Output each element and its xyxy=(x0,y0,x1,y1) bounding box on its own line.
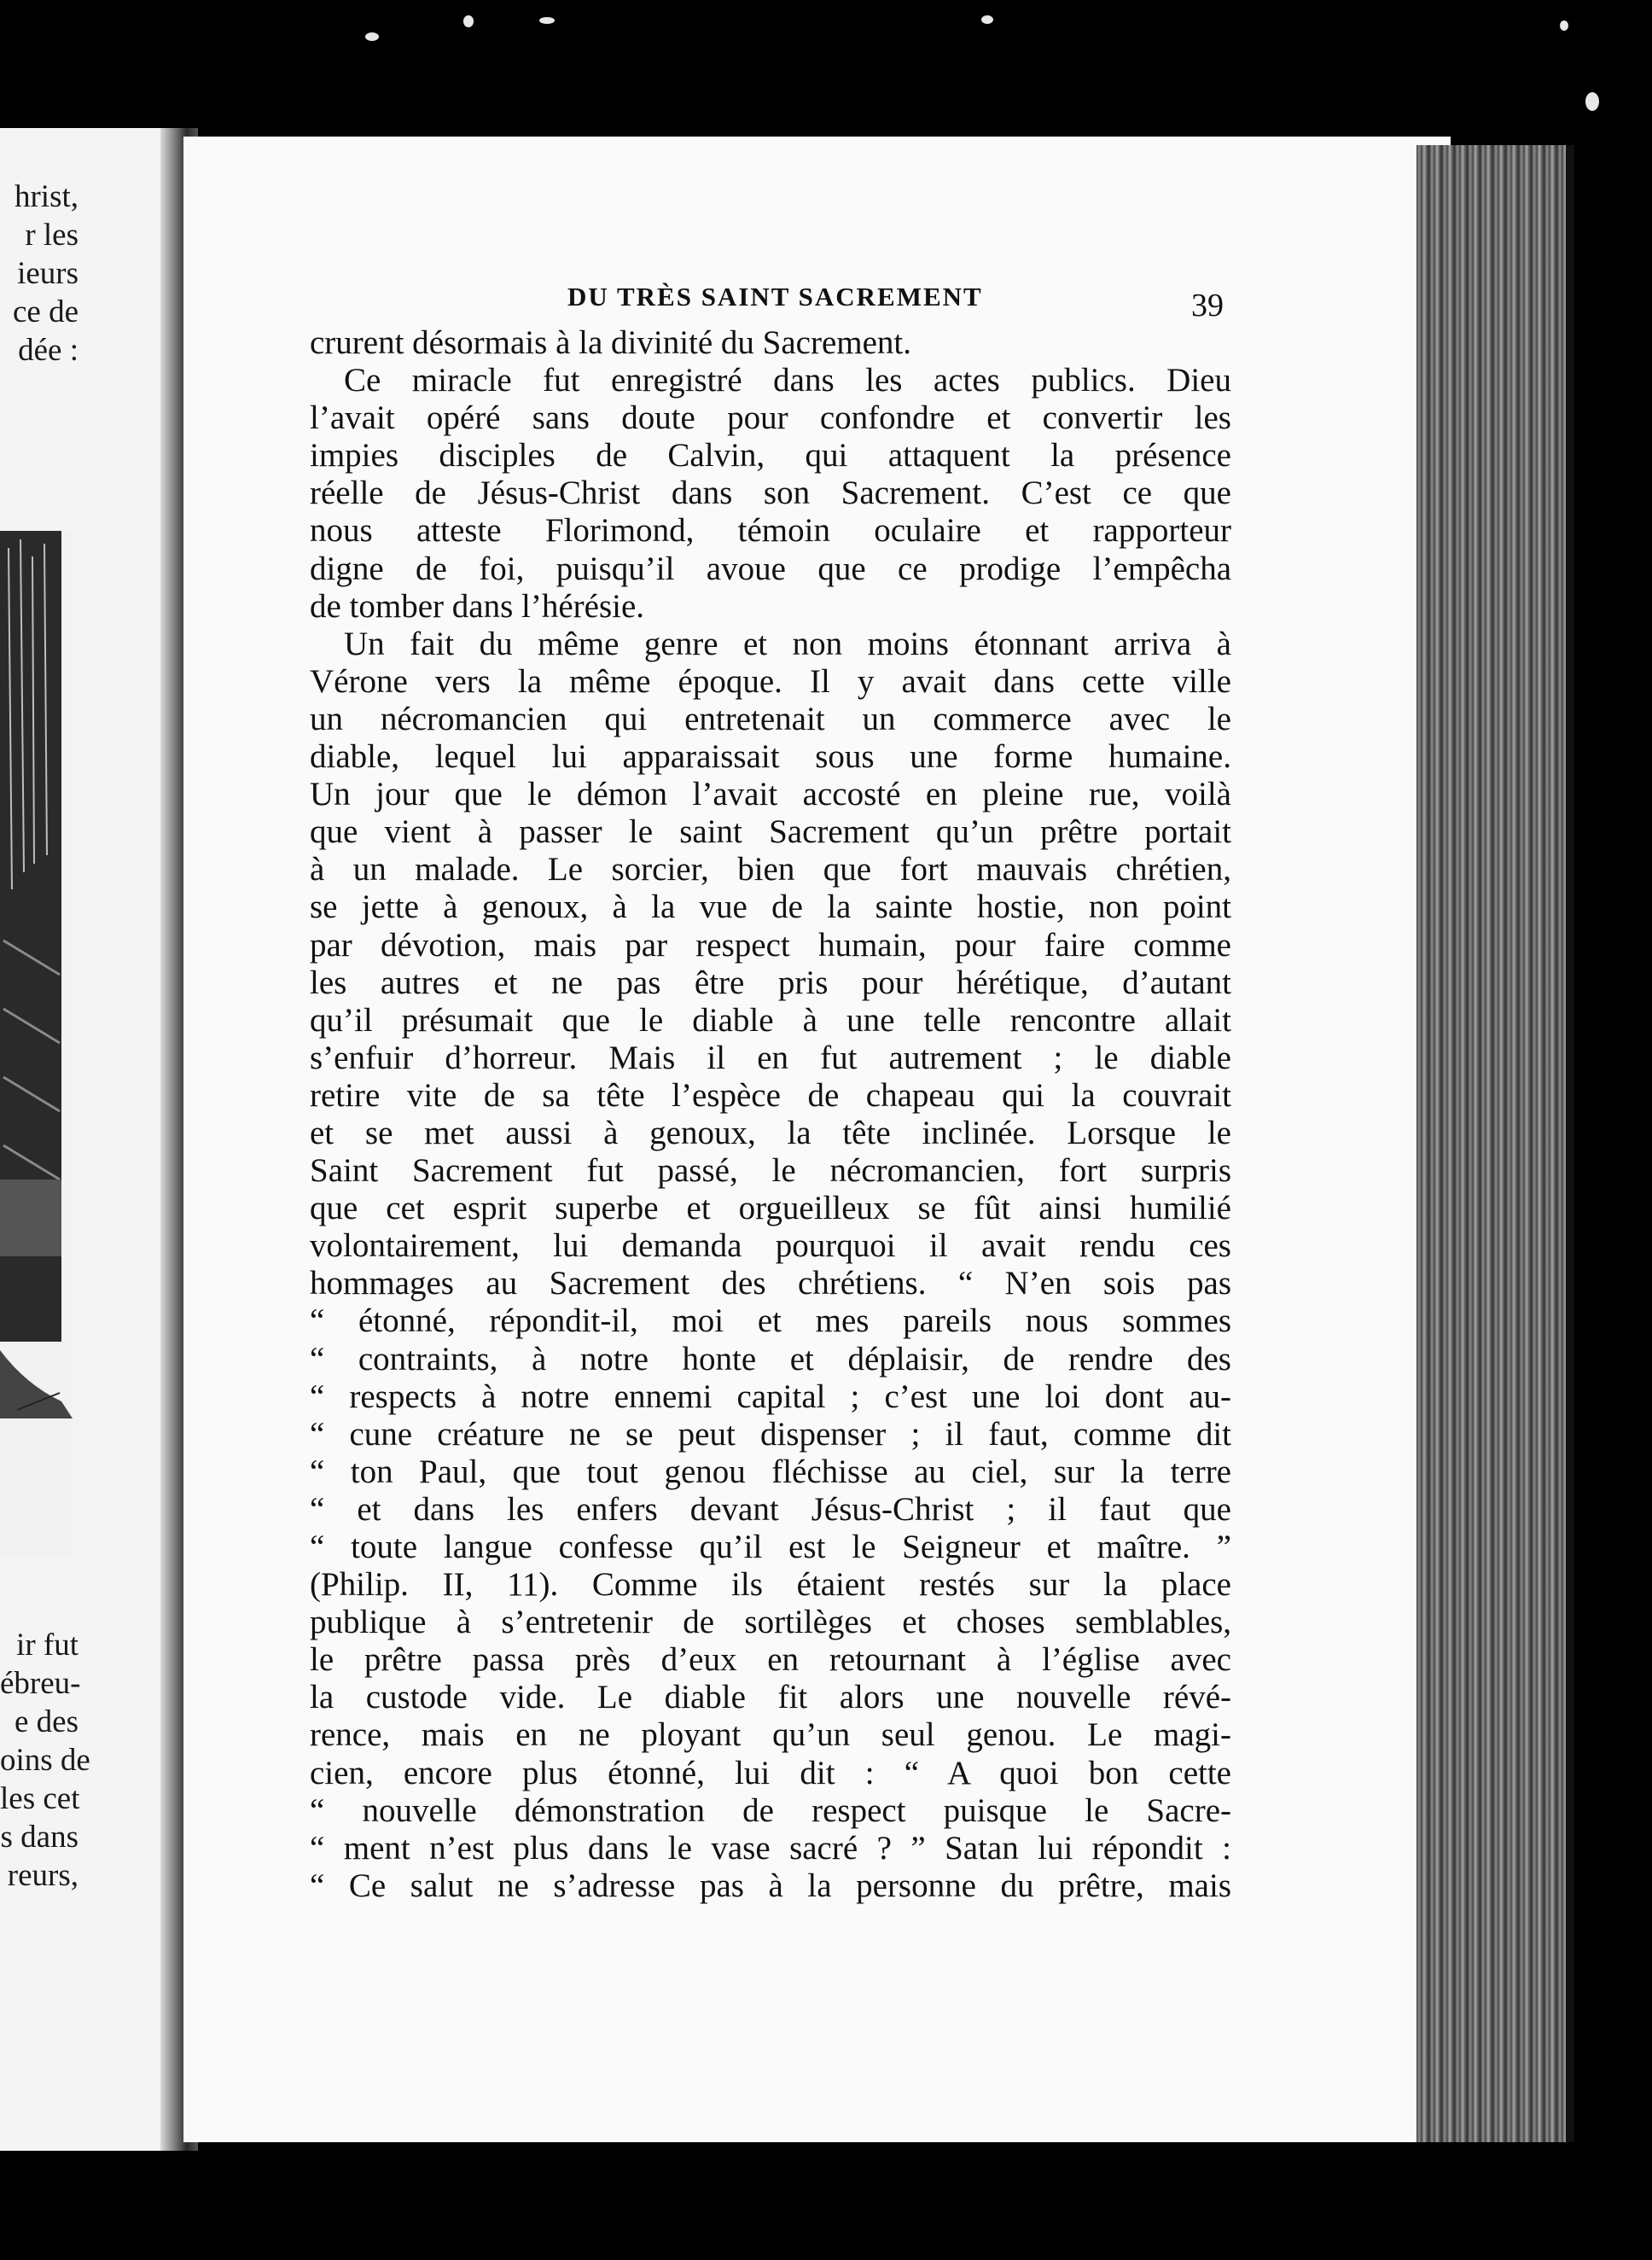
text-line: Un jour que le démon l’avait accosté en pleine rue, voilà xyxy=(310,776,1231,813)
left-line: reurs, xyxy=(7,1858,79,1893)
text-line: nous atteste Florimond, témoin oculaire et rapporteur xyxy=(310,512,1231,550)
text-line: que cet esprit superbe et orgueilleux se fût ainsi humilié xyxy=(310,1190,1231,1227)
text-line: crurent désormais à la divinité du Sacrement. xyxy=(310,324,912,361)
running-header: DU TRÈS SAINT SACREMENT xyxy=(567,282,983,312)
body-text xyxy=(310,324,1231,1905)
left-line: hrist, xyxy=(14,179,79,214)
left-line: e des xyxy=(15,1704,79,1739)
left-line: les cet xyxy=(0,1781,80,1816)
text-line: un nécromancien qui entretenait un commerce avec le xyxy=(310,700,1231,737)
text-line: réelle de Jésus-Christ dans son Sacrement. C’est ce que xyxy=(310,475,1231,512)
dust-speck xyxy=(1585,92,1599,111)
text-line: impies disciples de Calvin, qui attaquent la présence xyxy=(310,437,1231,475)
left-line: s dans xyxy=(0,1820,79,1855)
text-line: l’avait opéré sans doute pour confondre et convertir les xyxy=(310,399,1231,437)
text-line: retire vite de sa tête l’espèce de chapeau qui la couvrait xyxy=(310,1076,1231,1114)
text-line: Saint Sacrement fut passé, le nécromancien, fort surpris xyxy=(310,1152,1231,1190)
text-line: Un fait du même genre et non moins étonnant arriva à xyxy=(344,625,1231,662)
dust-speck xyxy=(539,17,555,24)
text-line: “ nouvelle démonstration de respect puisque le Sacre- xyxy=(310,1791,1231,1829)
text-line: rence, mais en ne ployant qu’un seul genou. Le magi- xyxy=(310,1716,1231,1754)
left-page-text-bottom xyxy=(0,1626,90,1895)
text-line: “ ment n’est plus dans le vase sacré ? ” Satan lui répondit : xyxy=(310,1829,1231,1867)
text-line: “ Ce salut ne s’adresse pas à la personne du prêtre, mais xyxy=(310,1867,1231,1904)
dust-speck xyxy=(365,32,379,41)
text-line: s’enfuir d’horreur. Mais il en fut autrement ; le diable xyxy=(310,1039,1231,1076)
left-line: ce de xyxy=(12,294,79,329)
dust-speck xyxy=(463,15,474,27)
text-line: “ étonné, répondit-il, moi et mes pareils nous sommes xyxy=(310,1302,1231,1340)
left-page-text-top xyxy=(0,178,79,370)
text-line: “ et dans les enfers devant Jésus-Christ ; il faut que xyxy=(310,1490,1231,1528)
text-line: le prêtre passa près d’eux en retournant à l’église avec xyxy=(310,1641,1231,1679)
text-line: de tomber dans l’hérésie. xyxy=(310,587,645,625)
engraving-illustration xyxy=(0,531,73,1555)
text-line: que vient à passer le saint Sacrement qu’un prêtre portait xyxy=(310,813,1231,851)
text-line: par dévotion, mais par respect humain, pour faire comme xyxy=(310,926,1231,964)
text-line: digne de foi, puisqu’il avoue que ce prodige l’empêcha xyxy=(310,550,1231,587)
text-line: “ toute langue confesse qu’il est le Seigneur et maître. ” xyxy=(310,1529,1231,1565)
left-line: r les xyxy=(25,218,79,253)
left-line: ébreu- xyxy=(0,1666,81,1701)
text-line: diable, lequel lui apparaissait sous une forme humaine. xyxy=(310,738,1231,776)
dust-speck xyxy=(981,15,993,24)
page-edges xyxy=(1416,145,1574,2142)
text-line: à un malade. Le sorcier, bien que fort mauvais chrétien, xyxy=(310,851,1231,888)
text-line: “ respects à notre ennemi capital ; c’est une loi dont au- xyxy=(310,1378,1231,1415)
text-line: et se met aussi à genoux, la tête inclinée. Lorsque le xyxy=(310,1114,1231,1151)
text-line: publique à s’entretenir de sortilèges et choses semblables, xyxy=(310,1604,1231,1641)
text-line: les autres et ne pas être pris pour hérétique, d’autant xyxy=(310,964,1231,1001)
left-line: dée : xyxy=(18,333,79,368)
text-line: qu’il présumait que le diable à une telle rencontre allait xyxy=(310,1001,1231,1039)
page-number: 39 xyxy=(1191,288,1224,323)
text-line: Vérone vers la même époque. Il y avait dans cette ville xyxy=(310,662,1231,700)
text-line: se jette à genoux, à la vue de la sainte hostie, non point xyxy=(310,888,1231,926)
text-line: “ ton Paul, que tout genou fléchisse au ciel, sur la terre xyxy=(310,1453,1231,1490)
text-line: Ce miracle fut enregistré dans les actes publics. Dieu xyxy=(344,362,1231,399)
dust-speck xyxy=(1560,20,1568,31)
text-line: “ cune créature ne se peut dispenser ; il faut, comme dit xyxy=(310,1415,1231,1453)
text-line: hommages au Sacrement des chrétiens. “ N’en sois pas xyxy=(310,1265,1231,1302)
left-line: ir fut xyxy=(16,1628,79,1663)
left-line: oins de xyxy=(0,1743,90,1778)
text-line: cien, encore plus étonné, lui dit : “ A quoi bon cette xyxy=(310,1754,1231,1791)
text-line: la custode vide. Le diable fit alors une nouvelle révé- xyxy=(310,1679,1231,1716)
left-line: ieurs xyxy=(17,256,79,291)
text-line: volontairement, lui demanda pourquoi il avait rendu ces xyxy=(310,1227,1231,1265)
text-line: “ contraints, à notre honte et déplaisir, de rendre des xyxy=(310,1340,1231,1378)
text-line: (Philip. II, 11). Comme ils étaient restés sur la place xyxy=(310,1566,1231,1604)
